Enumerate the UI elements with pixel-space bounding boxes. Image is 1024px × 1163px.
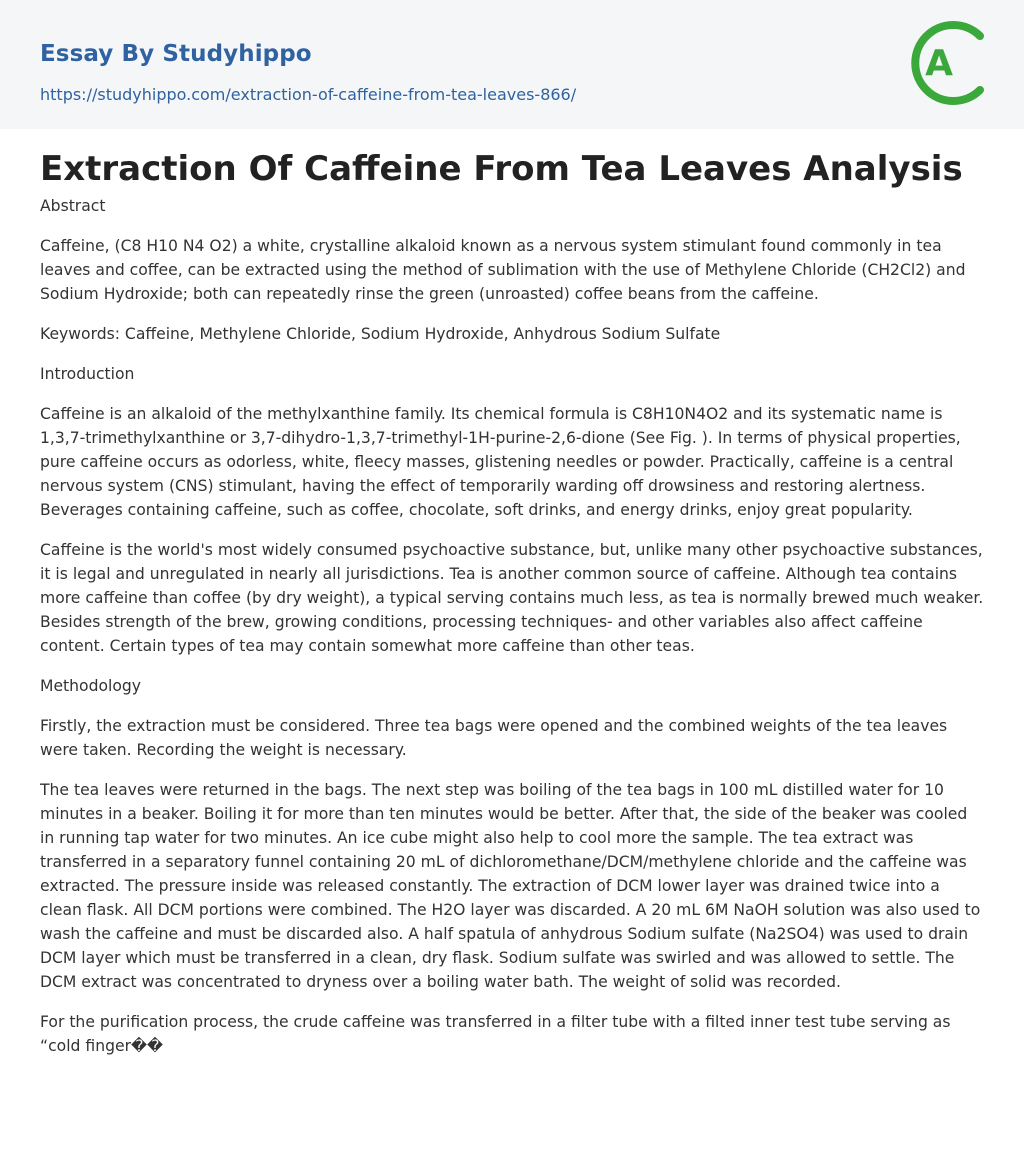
logo-letter: A	[925, 43, 953, 84]
introduction-paragraph-1: Caffeine is an alkaloid of the methylxanthine family. Its chemical formula is C8H10N4O2 and its systematic name is 1,3,7-trimethylxanthine or 3,7-dihydro-1,3,7-trimethyl-1H-purine-2,6-dione (See Fig. ). In terms of physical properties, pure caffeine occurs as odorless, white, fleecy masses, glistening needles or powder. Practically, caffeine is a central nervous system (CNS) stimulant, having the effect of temporarily warding off drowsiness and restoring alertness. Beverages containing caffeine, such as coffee, chocolate, soft drinks, and energy drinks, enjoy great popularity.	[40, 405, 961, 519]
studyhippo-logo-icon[interactable]	[910, 18, 988, 108]
methodology-paragraph-1: Firstly, the extraction must be considered. Three tea bags were opened and the combined weights of the tea leaves were taken. Recording the weight is necessary.	[40, 717, 948, 759]
section-heading-methodology: Methodology	[40, 677, 142, 695]
abstract-paragraph: Caffeine, (C8 H10 N4 O2) a white, crystalline alkaloid known as a nervous system stimulant found commonly in tea leaves and coffee, can be extracted using the method of sublimation with the use of Methylene Chloride (CH2Cl2) and Sodium Hydroxide; both can repeatedly rinse the green (unroasted) coffee beans from the caffeine.	[40, 237, 966, 303]
methodology-paragraph-3: For the purification process, the crude caffeine was transferred in a filter tube with a filted inner test tube serving as “cold finger��	[40, 1013, 951, 1055]
site-header	[0, 0, 1024, 129]
section-heading-abstract: Abstract	[40, 197, 106, 215]
essay-url-link[interactable]: https://studyhippo.com/extraction-of-caffeine-from-tea-leaves-866/	[40, 85, 577, 104]
keywords-paragraph: Keywords: Caffeine, Methylene Chloride, Sodium Hydroxide, Anhydrous Sodium Sulfate	[40, 325, 721, 343]
section-heading-introduction: Introduction	[40, 365, 135, 383]
methodology-paragraph-2: The tea leaves were returned in the bags. The next step was boiling of the tea bags in 100 mL distilled water for 10 minutes in a beaker. Boiling it for more than ten minutes would be better. After that, the side of the beaker was cooled in running tap water for two minutes. An ice cube might also help to cool more the sample. The tea extract was transferred in a separatory funnel containing 20 mL of dichloromethane/DCM/methylene chloride and the caffeine was extracted. The pressure inside was released constantly. The extraction of DCM lower layer was drained twice into a clean flask. All DCM portions were combined. The H2O layer was discarded. A 20 mL 6M NaOH solution was also used to wash the caffeine and must be discarded also. A half spatula of anhydrous Sodium sulfate (Na2SO4) was used to drain DCM layer which must be transferred in a clean, dry flask. Sodium sulfate was swirled and was allowed to settle. The DCM extract was concentrated to dryness over a boiling water bath. The weight of solid was recorded.	[40, 781, 981, 991]
brand-title[interactable]: Essay By Studyhippo	[40, 41, 312, 67]
introduction-paragraph-2: Caffeine is the world's most widely consumed psychoactive substance, but, unlike many other psychoactive substances, it is legal and unregulated in nearly all jurisdictions. Tea is another common source of caffeine. Although tea contains more caffeine than coffee (by dry weight), a typical serving contains much less, as tea is normally brewed much weaker. Besides strength of the brew, growing conditions, processing techniques- and other variables also affect caffeine content. Certain types of tea may contain somewhat more caffeine than other teas.	[40, 541, 984, 655]
article	[0, 147, 1024, 1058]
article-title: Extraction Of Caffeine From Tea Leaves Analysis	[40, 149, 963, 189]
